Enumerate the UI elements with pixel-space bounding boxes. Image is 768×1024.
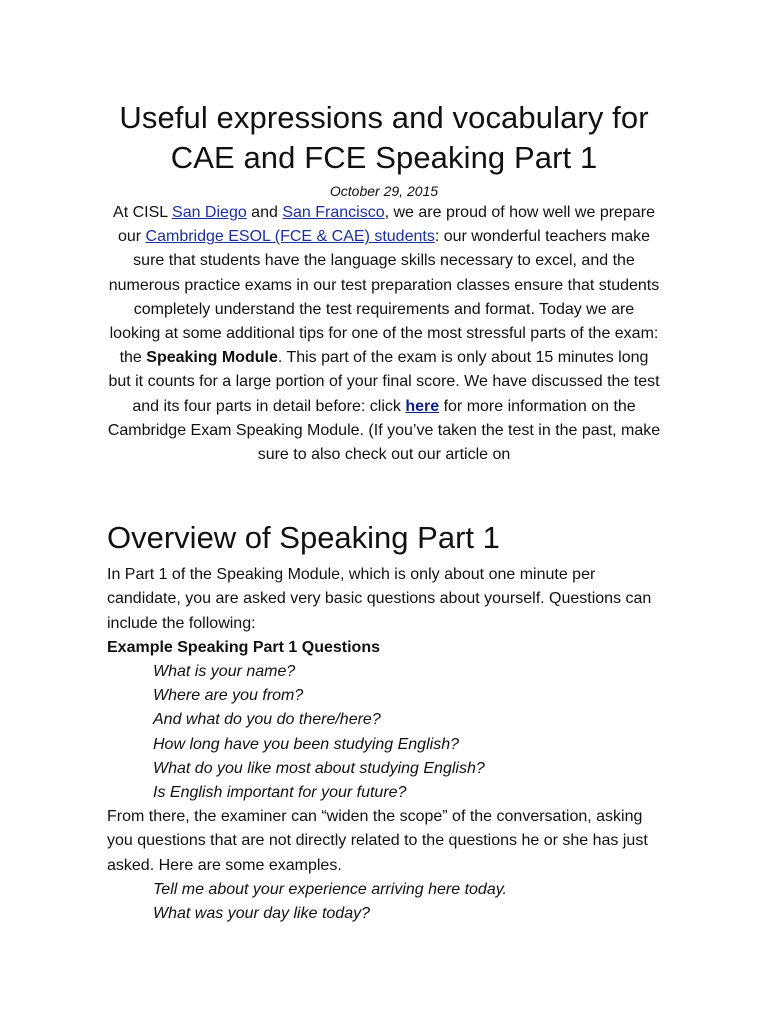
intro-text-3: , we are proud of how well we prepare our bbox=[117, 204, 655, 246]
cambridge-esol-link[interactable]: Cambridge ESOL (FCE & CAE) students bbox=[145, 228, 435, 246]
followup-item: What was your day like today? bbox=[153, 905, 370, 923]
article-date: October 29, 2015 bbox=[329, 183, 439, 199]
widen-scope-paragraph: From there, the examiner can “widen the scope” of the conversation, asking you questions that are not directly related to the questions he or she has just asked. Here are some examples. bbox=[107, 808, 648, 874]
intro-paragraph bbox=[107, 201, 661, 467]
san-francisco-link[interactable]: San Francisco bbox=[282, 204, 385, 221]
intro-text-4: : our wonderful teachers make sure that students have the language skills necessary to excel, and the numerous practice exams in our test preparation classes ensure that students completely understand the test requirements and format. Today we are looking at some additional tips for one of the most stressful parts of the exam: the bbox=[108, 228, 660, 367]
article-title-line-1: Useful expressions and vocabulary for bbox=[119, 100, 649, 135]
intro-text-2: and bbox=[246, 204, 283, 221]
question-item: What do you like most about studying English? bbox=[153, 759, 485, 777]
overview-heading: Overview of Speaking Part 1 bbox=[107, 520, 500, 556]
example-questions-list bbox=[107, 660, 661, 805]
example-followup-list bbox=[107, 878, 661, 926]
question-item: Where are you from? bbox=[153, 687, 304, 705]
article-title bbox=[107, 0, 661, 178]
overview-paragraph: In Part 1 of the Speaking Module, which is only about one minute per candidate, you are asked very basic questions about yourself. Questions can include the following: bbox=[107, 566, 652, 632]
intro-text-5: . This part of the exam is only about 15 minutes long but it counts for a large portion of your final score. We have discussed the test and its four parts in detail before: click bbox=[108, 349, 660, 415]
question-item: What is your name? bbox=[153, 663, 296, 681]
article-title-line-2: CAE and FCE Speaking Part 1 bbox=[170, 140, 598, 175]
speaking-module-bold: Speaking Module bbox=[146, 349, 278, 367]
san-diego-link[interactable]: San Diego bbox=[172, 204, 247, 221]
question-item: Is English important for your future? bbox=[153, 784, 407, 802]
intro-text-6: for more information on the Cambridge Exam Speaking Module. (If you’ve taken the test in the past, make sure to also check out our article on bbox=[107, 397, 661, 464]
question-item: And what do you do there/here? bbox=[153, 711, 381, 729]
intro-text-1: At CISL bbox=[113, 204, 173, 221]
question-item: How long have you been studying English? bbox=[153, 735, 459, 753]
followup-item: Tell me about your experience arriving here today. bbox=[153, 880, 507, 898]
example-questions-heading: Example Speaking Part 1 Questions bbox=[107, 638, 380, 656]
here-link[interactable]: here bbox=[405, 397, 440, 415]
